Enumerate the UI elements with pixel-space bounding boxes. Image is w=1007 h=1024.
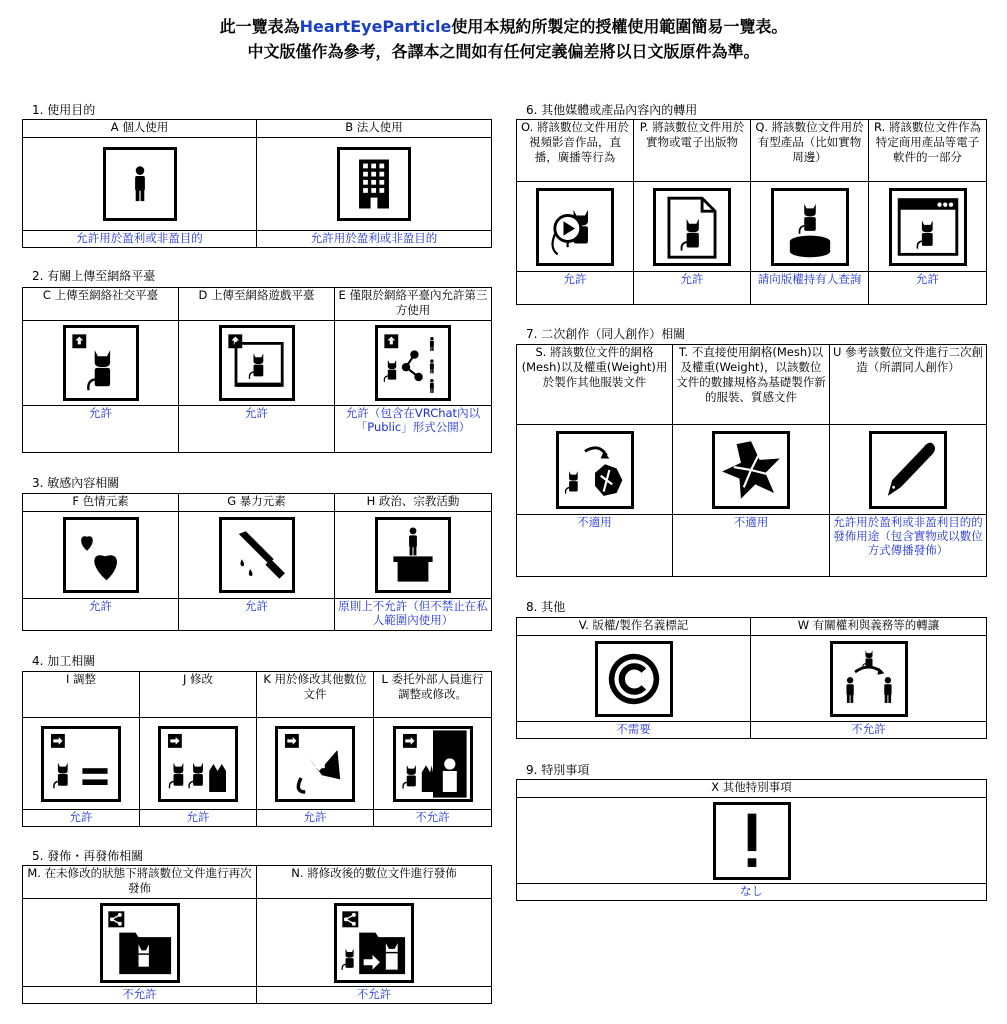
section-6-title: 6. 其他媒體或產品內容內的轉用 [526, 103, 698, 117]
section-3-title: 3. 敏感內容相關 [32, 476, 120, 490]
result: 允許 [23, 406, 179, 453]
adjust-icon [41, 726, 121, 802]
column-header: I 調整 [23, 672, 140, 718]
result: 不允許 [23, 987, 257, 1004]
column-header: E 僅限於網絡平臺內允許第三方使用 [335, 288, 492, 321]
result: 不適用 [673, 515, 830, 577]
column-header: C 上傳至網絡社交平臺 [23, 288, 179, 321]
brand-name: HeartEyeParticle [299, 17, 452, 36]
column-header: H 政治、宗教活動 [335, 494, 492, 512]
document-icon [653, 188, 731, 266]
mesh-transfer-icon [556, 431, 634, 509]
result: 允許用於盈利或非盈目的 [257, 231, 492, 248]
column-header: X 其他特別事項 [517, 780, 987, 798]
column-header: F 色情元素 [23, 494, 179, 512]
result: 允許 [179, 599, 335, 631]
section-7-table [516, 344, 987, 577]
section-5-table [22, 865, 492, 1004]
column-header: U 參考該數位文件進行二次創造（所謂同人創作） [830, 345, 987, 425]
hearts-icon [63, 517, 139, 593]
column-header: V. 版權/製作名義標記 [517, 618, 751, 636]
column-header: P. 將該數位文件用於實物或電子出版物 [634, 120, 751, 182]
section-9-table [516, 779, 987, 901]
result: 允許 [23, 599, 179, 631]
section-1-table [22, 119, 492, 248]
column-header: N. 將修改後的數位文件進行發佈 [257, 866, 492, 899]
building-icon [337, 147, 411, 221]
software-icon [889, 188, 967, 266]
column-header: B 法人使用 [257, 120, 492, 138]
section-8-table [516, 617, 987, 739]
result: 允許 [517, 272, 634, 305]
column-header: M. 在未修改的狀態下將該數位文件進行再次發佈 [23, 866, 257, 899]
share-modified-icon [334, 903, 414, 983]
exclamation-icon [713, 802, 791, 880]
column-header: J 修改 [140, 672, 257, 718]
result: 不允許 [751, 722, 987, 739]
section-6-table [516, 119, 987, 305]
video-icon [536, 188, 614, 266]
modify-icon [158, 726, 238, 802]
section-4-title: 4. 加工相關 [32, 654, 96, 668]
section-8-title: 8. 其他 [526, 600, 566, 614]
outsource-icon [393, 726, 473, 802]
section-9-title: 9. 特別事項 [526, 763, 590, 777]
pen-icon [869, 431, 947, 509]
person-icon [103, 147, 177, 221]
result: なし [517, 884, 987, 901]
column-header: S. 將該數位文件的網格(Mesh)以及權重(Weight)用於製作其他服裝文件 [517, 345, 673, 425]
column-header: G 暴力元素 [179, 494, 335, 512]
podium-icon [375, 517, 451, 593]
page-header [0, 14, 1007, 64]
section-3-table [22, 493, 492, 631]
section-5-title: 5. 發佈・再發佈相關 [32, 849, 144, 863]
share-network-icon [375, 325, 451, 401]
result: 不適用 [517, 515, 673, 577]
result: 請向版權持有人查詢 [751, 272, 869, 305]
texture-icon [712, 431, 790, 509]
column-header: T. 不直接使用網格(Mesh)以及權重(Weight)，以該數位文件的數據規格為基礎製作新的服裝、質感文件 [673, 345, 830, 425]
section-2-table [22, 287, 492, 453]
section-1-title: 1. 使用目的 [32, 103, 96, 117]
upload-avatar-icon [63, 325, 139, 401]
column-header: Q. 將該數位文件用於有型產品（比如實物周邊） [751, 120, 869, 182]
transfer-icon [830, 641, 908, 717]
result: 允許 [23, 810, 140, 827]
section-4-table [22, 671, 492, 827]
result: 允許 [257, 810, 374, 827]
other-file-icon [275, 726, 355, 802]
result: 不允許 [257, 987, 492, 1004]
result: 允許 [140, 810, 257, 827]
column-header: R. 將該數位文件作為特定商用產品等電子軟件的一部分 [869, 120, 987, 182]
column-header: W 有關權利與義務等的轉讓 [751, 618, 987, 636]
result: 允許用於盈利或非盈利目的的發佈用途（包含實物或以數位方式傳播發佈） [830, 515, 987, 577]
column-header: O. 將該數位文件用於視頻影音作品，直播，廣播等行為 [517, 120, 634, 182]
upload-game-icon [219, 325, 295, 401]
result: 原則上不允許（但不禁止在私人範圍內使用） [335, 599, 492, 631]
section-7-title: 7. 二次創作（同人創作）相關 [526, 327, 686, 341]
knife-icon [219, 517, 295, 593]
result: 不需要 [517, 722, 751, 739]
result: 允許 [634, 272, 751, 305]
copyright-icon [595, 641, 673, 717]
column-header: L 委托外部人員進行調整或修改。 [374, 672, 492, 718]
result: 允許（包含在VRChat內以「Public」形式公開） [335, 406, 492, 453]
result: 允許 [869, 272, 987, 305]
section-2-title: 2. 有關上傳至網絡平臺 [32, 269, 156, 283]
column-header: D 上傳至網絡遊戲平臺 [179, 288, 335, 321]
share-folder-icon [100, 903, 180, 983]
column-header: A 個人使用 [23, 120, 257, 138]
column-header: K 用於修改其他數位文件 [257, 672, 374, 718]
result: 允許 [179, 406, 335, 453]
figure-icon [771, 188, 849, 266]
result: 不允許 [374, 810, 492, 827]
header-line-2: 中文版僅作為參考，各譯本之間如有任何定義偏差將以日文版原件為準。 [247, 42, 760, 61]
result: 允許用於盈利或非盈目的 [23, 231, 257, 248]
header-line-1: 此一覽表為HeartEyeParticle使用本規約所製定的授權使用範圍簡易一覽表。 [219, 17, 788, 36]
